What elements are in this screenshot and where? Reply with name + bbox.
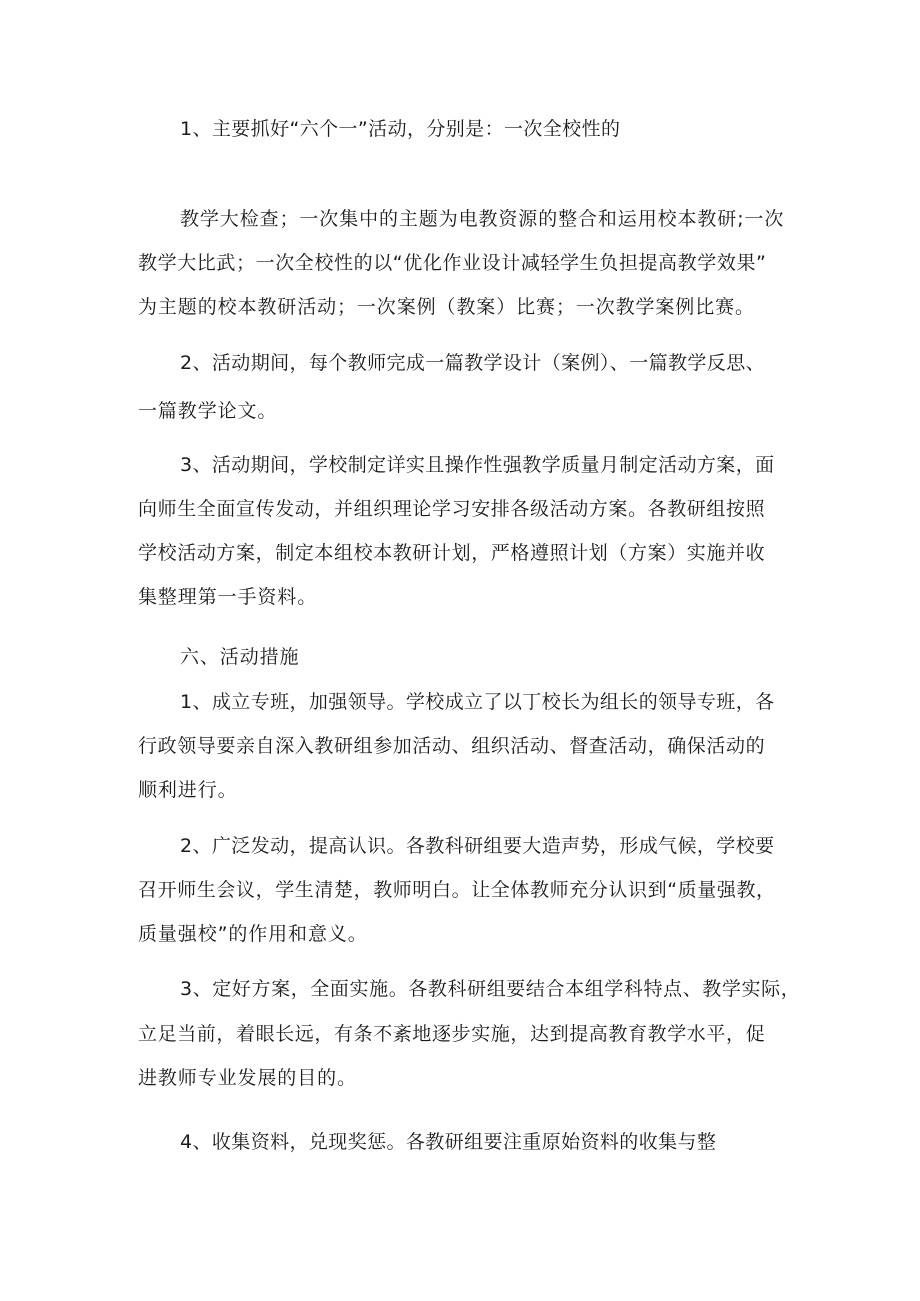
- paragraph-line: 为主题的校本教研活动；一次案例（教案）比赛；一次教学案例比赛。: [138, 296, 755, 318]
- paragraph-line: 3、定好方案，全面实施。各教科研组要结合本组学科特点、教学实际，: [180, 978, 801, 1000]
- paragraph-line: 召开师生会议，学生清楚，教师明白。让全体教师充分认识到“质量强教，: [138, 879, 776, 901]
- paragraph-line: 向师生全面宣传发动，并组织理论学习安排各级活动方案。各教研组按照: [138, 498, 766, 520]
- paragraph-line: 学校活动方案，制定本组校本教研计划，严格遵照计划（方案）实施并收: [138, 542, 766, 564]
- paragraph-line: 立足当前，着眼长远，有条不紊地逐步实施，达到提高教育教学水平，促: [138, 1023, 766, 1045]
- paragraph-line: 4、收集资料，兑现奖惩。各教研组要注重原始资料的收集与整: [180, 1131, 717, 1153]
- paragraph-line: 质量强校”的作用和意义。: [138, 923, 368, 945]
- paragraph-line: 集整理第一手资料。: [138, 586, 318, 608]
- paragraph-line: 进教师专业发展的目的。: [138, 1067, 357, 1089]
- paragraph-line: 1、成立专班，加强领导。学校成立了以丁校长为组长的领导专班，各: [180, 691, 775, 713]
- paragraph-line: 教学大比武；一次全校性的以“优化作业设计减轻学生负担提高教学效果”: [138, 252, 767, 274]
- paragraph-line: 一篇教学论文。: [138, 400, 278, 422]
- paragraph-line: 教学大检查；一次集中的主题为电教资源的整合和运用校本教研;一次: [180, 208, 785, 230]
- paragraph-line: 2、广泛发动，提高认识。各教科研组要大造声势，形成气候，学校要: [180, 835, 775, 857]
- section-heading: 六、活动措施: [180, 646, 300, 668]
- paragraph-line: 行政领导要亲自深入教研组参加活动、组织活动、督查活动，确保活动的: [138, 735, 766, 757]
- paragraph-line: 顺利进行。: [138, 779, 238, 801]
- paragraph-line: 3、活动期间，学校制定详实且操作性强教学质量月制定活动方案，面: [180, 454, 775, 476]
- paragraph-line: 1、主要抓好“六个一”活动，分别是：一次全校性的: [180, 118, 621, 140]
- paragraph-line: 2、活动期间，每个教师完成一篇教学设计（案例）、一篇教学反思、: [180, 352, 765, 374]
